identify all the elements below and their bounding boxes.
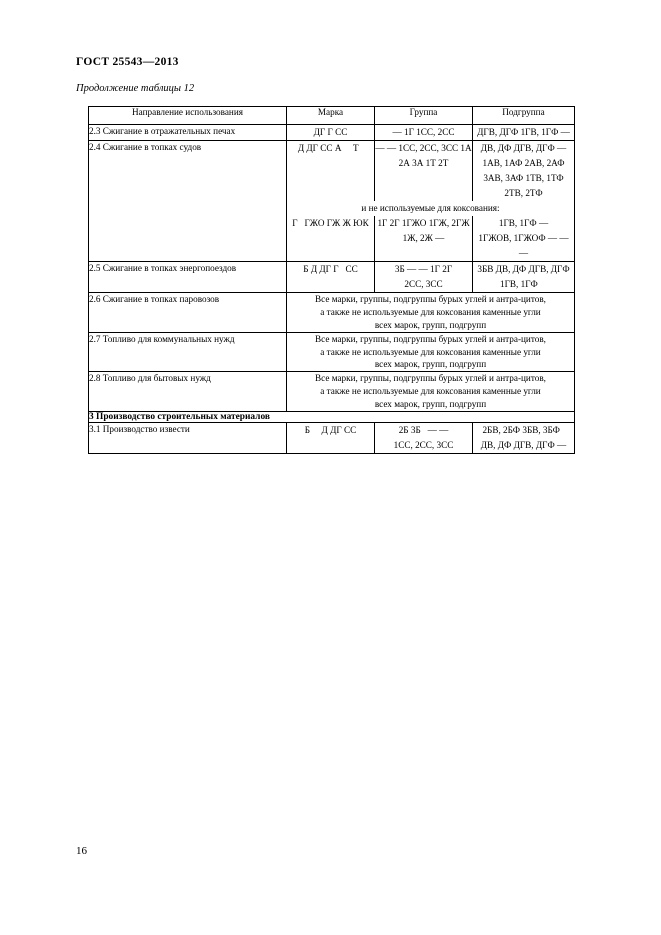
subgroup-value: — xyxy=(518,248,529,258)
group-value: 3Б xyxy=(394,264,405,274)
group-value: — xyxy=(392,127,402,137)
cell-direction: 2.6 Сжигание в топках паровозов xyxy=(89,293,287,333)
subgroup-value: 1ГЖОВ, 1ГЖОФ xyxy=(478,233,546,243)
subgroup-value: — xyxy=(557,439,567,450)
cell-direction: 2.3 Сжигание в отражательных печах xyxy=(89,125,287,141)
standard-header: ГОСТ 25543—2013 xyxy=(76,56,179,68)
cell-subgroups xyxy=(473,422,575,453)
subgroup-value-empty xyxy=(540,279,542,289)
cell-marks xyxy=(287,216,375,262)
group-value: 1Т xyxy=(425,158,436,168)
mark-value: СС xyxy=(343,424,357,435)
subgroup-value-empty xyxy=(545,279,547,289)
column-header-subgroup: Подгруппа xyxy=(473,107,575,125)
group-value: — xyxy=(375,143,385,153)
mark-value: Ж xyxy=(342,218,351,228)
table-header-row xyxy=(89,107,575,125)
page-number: 16 xyxy=(76,845,87,857)
group-value: 1СС, 2СС xyxy=(416,127,455,137)
mark-value-empty xyxy=(361,143,363,153)
group-value: 2Г xyxy=(389,218,400,228)
cell-direction: 3.1 Производство извести xyxy=(89,422,287,453)
mark-value: ДГ xyxy=(319,264,331,274)
group-value: 3Б xyxy=(410,424,421,435)
subgroup-value: 1ГВ, 1ГФ xyxy=(498,218,537,228)
group-value: 2А xyxy=(398,158,410,168)
cell-groups xyxy=(375,141,473,202)
mark-value-empty xyxy=(312,425,314,435)
mark-value: СС xyxy=(345,264,358,274)
mark-value: ГЖО xyxy=(304,218,325,228)
note-line: Все марки, группы, подгруппы бурых углей и антра-цитов, xyxy=(315,294,546,304)
cell-marks xyxy=(287,262,375,293)
cell-marks xyxy=(287,125,375,141)
mark-value: Д xyxy=(297,143,305,153)
column-header-direction: Направление использования xyxy=(89,107,287,125)
table-row xyxy=(89,372,575,412)
subgroup-value: 1АВ, 1АФ xyxy=(482,158,523,168)
note-line: а также не используемые для коксования каменные угли xyxy=(320,386,541,397)
group-value-empty xyxy=(423,425,425,435)
group-value: 1СС, 2СС, 3СС xyxy=(393,439,454,450)
mark-value: Г xyxy=(327,127,333,137)
subgroup-value: ДГВ, ДГФ xyxy=(477,127,519,137)
subgroup-value-empty xyxy=(562,425,564,435)
group-value: 1Г xyxy=(403,127,414,137)
group-value: 2СС, 3СС xyxy=(404,279,443,289)
note-line: всех марок, групп, подгрупп xyxy=(374,319,487,330)
cell-direction: 2.5 Сжигание в топках энергопоездов xyxy=(89,262,287,293)
group-value: — xyxy=(418,264,428,274)
mark-value: Д xyxy=(310,264,318,274)
mark-value: ГЖ xyxy=(326,218,341,228)
mark-value: Т xyxy=(352,143,359,153)
mark-value: ЮК xyxy=(353,218,369,228)
subgroup-value: 3БВ, 3БФ xyxy=(522,424,560,435)
cell-direction: 2.7 Топливо для коммунальных нужд xyxy=(89,332,287,372)
subgroup-value: ДГВ, ДГФ xyxy=(513,439,555,450)
subgroup-value: ДВ, ДФ xyxy=(495,264,527,274)
note-line: всех марок, групп, подгрупп xyxy=(374,359,487,370)
group-value: — xyxy=(435,233,445,243)
cell-subgroups xyxy=(473,262,575,293)
group-value: 2Б xyxy=(398,424,409,435)
mark-value: СС xyxy=(320,143,333,153)
group-value: 2Т xyxy=(438,158,449,168)
mark-value-empty xyxy=(348,143,350,153)
subgroup-value: 3БВ xyxy=(477,264,494,274)
group-value: 1ГЖ, 2ГЖ xyxy=(428,218,470,228)
table-body xyxy=(89,125,575,454)
subgroup-value: 1ГВ, 1ГФ xyxy=(520,127,559,137)
subgroup-value: 2БВ, 2БФ xyxy=(482,424,521,435)
column-header-mark: Марка xyxy=(287,107,375,125)
section-heading: 3 Производство строительных материалов xyxy=(89,411,575,422)
table-row xyxy=(89,422,575,453)
table-row xyxy=(89,293,575,333)
table-row xyxy=(89,141,575,202)
cell-groups xyxy=(375,422,473,453)
cell-subgroups xyxy=(473,141,575,202)
mark-value: Д xyxy=(321,424,328,435)
note-line: а также не используемые для коксования каменные угли xyxy=(320,346,541,357)
note-line: а также не используемые для коксования каменные угли xyxy=(320,306,541,317)
cell-inner-note: и не используемые для коксования: xyxy=(287,201,575,216)
note-line: всех марок, групп, подгрупп xyxy=(374,399,487,409)
mark-value-empty xyxy=(341,264,343,274)
table-row xyxy=(89,125,575,141)
cell-note-block xyxy=(287,332,575,372)
subgroup-value: 1ТВ, 1ТФ xyxy=(525,173,564,183)
table-section-heading-row xyxy=(89,411,575,422)
note-line: Все марки, группы, подгруппы бурых углей и антра-цитов, xyxy=(315,333,546,344)
mark-value: Г xyxy=(292,218,298,228)
group-value: 2Г xyxy=(442,264,453,274)
subgroup-value: ДВ, ДФ xyxy=(480,143,512,153)
mark-value: Г xyxy=(333,264,339,274)
mark-value-empty xyxy=(300,218,302,228)
group-value: — xyxy=(439,424,449,435)
group-value: — xyxy=(386,143,397,153)
group-value: 1Ж, 2Ж xyxy=(402,233,433,243)
subgroup-value: 2ТВ, 2ТФ xyxy=(504,188,543,198)
mark-value: ДГ xyxy=(313,127,326,137)
mark-value: Б xyxy=(303,264,309,274)
cell-direction: 2.8 Топливо для бытовых нужд xyxy=(89,372,287,412)
mark-value: Б xyxy=(304,424,311,435)
group-value: 1А xyxy=(460,143,472,153)
cell-groups xyxy=(375,262,473,293)
mark-value-empty xyxy=(317,425,319,435)
mark-value: А xyxy=(334,143,342,153)
group-value: — xyxy=(407,264,417,274)
cell-direction: 2.4 Сжигание в топках судов xyxy=(89,141,287,262)
table-continuation-note: Продолжение таблицы 12 xyxy=(76,83,195,94)
cell-subgroups xyxy=(473,216,575,262)
mark-value: ДГ xyxy=(330,424,342,435)
group-value: 1Г xyxy=(377,218,388,228)
subgroup-value: — xyxy=(547,233,558,243)
cell-note-block xyxy=(287,293,575,333)
cell-groups xyxy=(375,125,473,141)
subgroup-value: — xyxy=(538,218,549,228)
subgroup-value: — xyxy=(559,233,569,243)
subgroup-value: 3АВ, 3АФ xyxy=(483,173,524,183)
group-value: — xyxy=(427,424,437,435)
group-value: 3А xyxy=(412,158,424,168)
subgroup-value: 2АВ, 2АФ xyxy=(524,158,565,168)
subgroup-value: ДВ, ДФ xyxy=(480,439,512,450)
subgroup-value: — xyxy=(557,143,567,153)
cell-note-block xyxy=(287,372,575,412)
table-row xyxy=(89,262,575,293)
note-line: Все марки, группы, подгруппы бурых углей и антра-цитов, xyxy=(315,373,546,384)
table-row xyxy=(89,332,575,372)
mark-value: ДГ xyxy=(306,143,318,153)
column-header-group: Группа xyxy=(375,107,473,125)
cell-subgroups xyxy=(473,125,575,141)
subgroup-value: ДГВ, ДГФ xyxy=(513,143,555,153)
cell-marks xyxy=(287,422,375,453)
cell-marks xyxy=(287,141,375,202)
subgroup-value: — xyxy=(560,127,570,137)
group-value: 1СС, 2СС, 3СС xyxy=(398,143,459,153)
table-head xyxy=(89,107,575,125)
subgroup-value: ДГВ, ДГФ xyxy=(528,264,570,274)
cell-groups xyxy=(375,216,473,262)
subgroup-value: 1ГВ, 1ГФ xyxy=(500,279,538,289)
group-value: 1Г xyxy=(430,264,440,274)
table-12-continued xyxy=(88,106,575,454)
mark-value-empty xyxy=(344,143,346,153)
mark-value: СС xyxy=(335,127,348,137)
group-value: 1ГЖО xyxy=(401,218,427,228)
